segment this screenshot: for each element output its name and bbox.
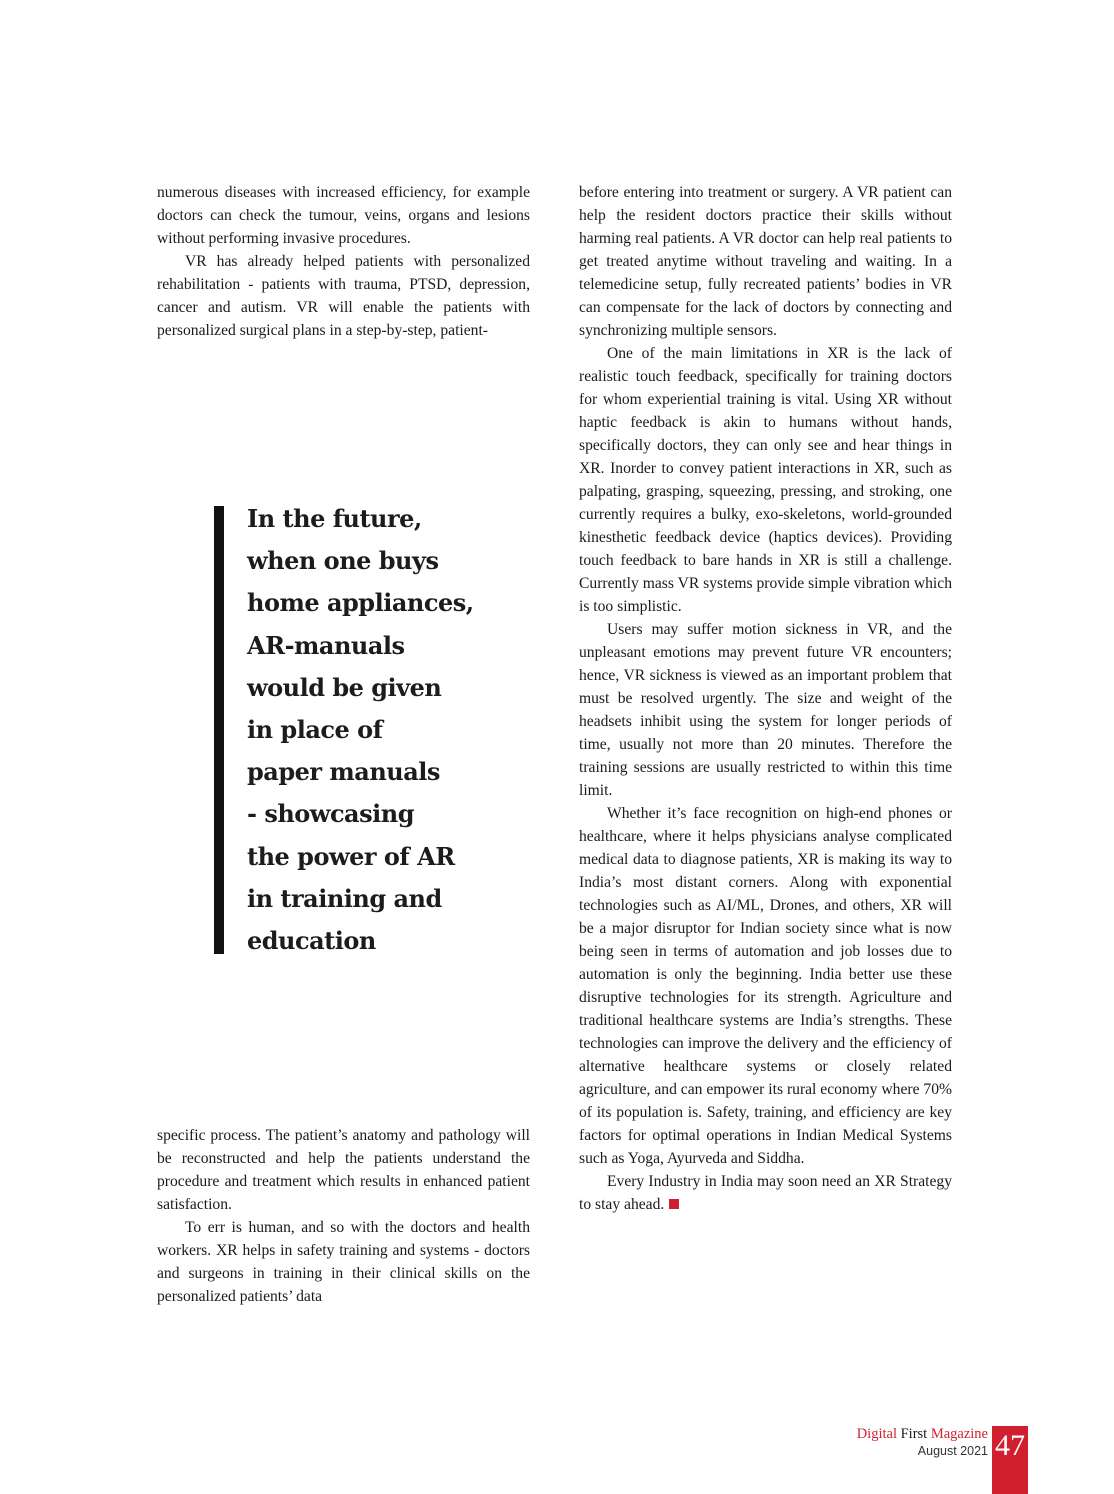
pull-quote-text: In the future, when one buys home appliances, AR-manuals would be given in place of paper manuals - showcasing the power of AR in training and education	[247, 504, 474, 956]
magazine-name-magazine: Magazine	[930, 1426, 988, 1442]
magazine-name	[857, 1426, 988, 1443]
page-number-tab	[992, 1426, 1028, 1494]
article-paragraph: VR has already helped patients with personalized rehabilitation - patients with trauma, PTSD, depression, cancer and autism. VR will enable the patients with personalized surgical plans in a step-by-step, patient-	[157, 253, 530, 339]
article-paragraph: One of the main limitations in XR is the lack of realistic touch feedback, specifically for training doctors for whom experiential training is vital. Using XR without haptic feedback is akin to humans without hands, specifically doctors, they can only see and hear things in XR. Inorder to convey patient interactions in XR, such as palpating, grasping, squeezing, pressing, and stroking, one currently requires a bulky, exo-skeletons, world-grounded kinesthetic feedback device (haptics devices). Providing touch feedback to bare hands in XR is still a challenge. Currently mass VR systems provide simple vibration which is too simplistic.	[579, 345, 952, 615]
issue-date: August 2021	[917, 1444, 988, 1458]
article-paragraph: Whether it’s face recognition on high-end phones or healthcare, where it helps physicians analyse complicated medical data to diagnose patients, XR is making its way to India’s most distant corners. Along with exponential technologies such as AI/ML, Drones, and others, XR will be a major disruptor for Indian society since what is now being seen in terms of automation and job losses due to automation is only the beginning. India better use these disruptive technologies for its strength. Agriculture and traditional healthcare systems are India’s strengths. These technologies can improve the delivery and the efficiency of alternative healthcare systems or closely related agriculture, and can empower its rural economy where 70% of its population is. Safety, training, and efficiency are key factors for optimal operations in Indian Medical Systems such as Yoga, Ayurveda and Siddha.	[579, 805, 952, 1167]
article-paragraph: numerous diseases with increased efficiency, for example doctors can check the tumour, veins, organs and lesions without performing invasive procedures.	[157, 184, 530, 247]
pull-quote	[214, 506, 514, 954]
magazine-name-first: First	[900, 1426, 928, 1442]
article-column-left-bottom	[157, 1124, 530, 1308]
article-paragraph: Every Industry in India may soon need an XR Strategy to stay ahead.	[579, 1173, 952, 1213]
end-of-article-mark	[669, 1199, 679, 1209]
magazine-name-digital: Digital	[856, 1426, 897, 1442]
article-paragraph: Users may suffer motion sickness in VR, and the unpleasant emotions may prevent future VR encounters; hence, VR sickness is viewed as an important problem that must be resolved urgently. The size and weight of the headsets inhibit using the system for longer periods of time, usually not more than 20 minutes. Therefore the training sessions are usually restricted to within this time limit.	[579, 621, 952, 799]
page-number: 47	[995, 1429, 1025, 1462]
article-paragraph: before entering into treatment or surgery. A VR patient can help the resident doctors practice their skills without harming real patients. A VR doctor can help real patients to get treated anytime without traveling and waiting. In a telemedicine setup, fully recreated patients’ bodies in VR can compensate for the lack of doctors by connecting and synchronizing multiple sensors.	[579, 184, 952, 339]
article-column-right	[579, 181, 952, 1216]
article-column-left-top	[157, 181, 530, 342]
article-paragraph: To err is human, and so with the doctors and health workers. XR helps in safety training and systems - doctors and surgeons in training in their clinical skills on the personalized patients’ data	[157, 1219, 530, 1305]
page-footer	[857, 1426, 988, 1460]
article-paragraph: specific process. The patient’s anatomy and pathology will be reconstructed and help the patients understand the procedure and treatment which results in enhanced patient satisfaction.	[157, 1127, 530, 1213]
